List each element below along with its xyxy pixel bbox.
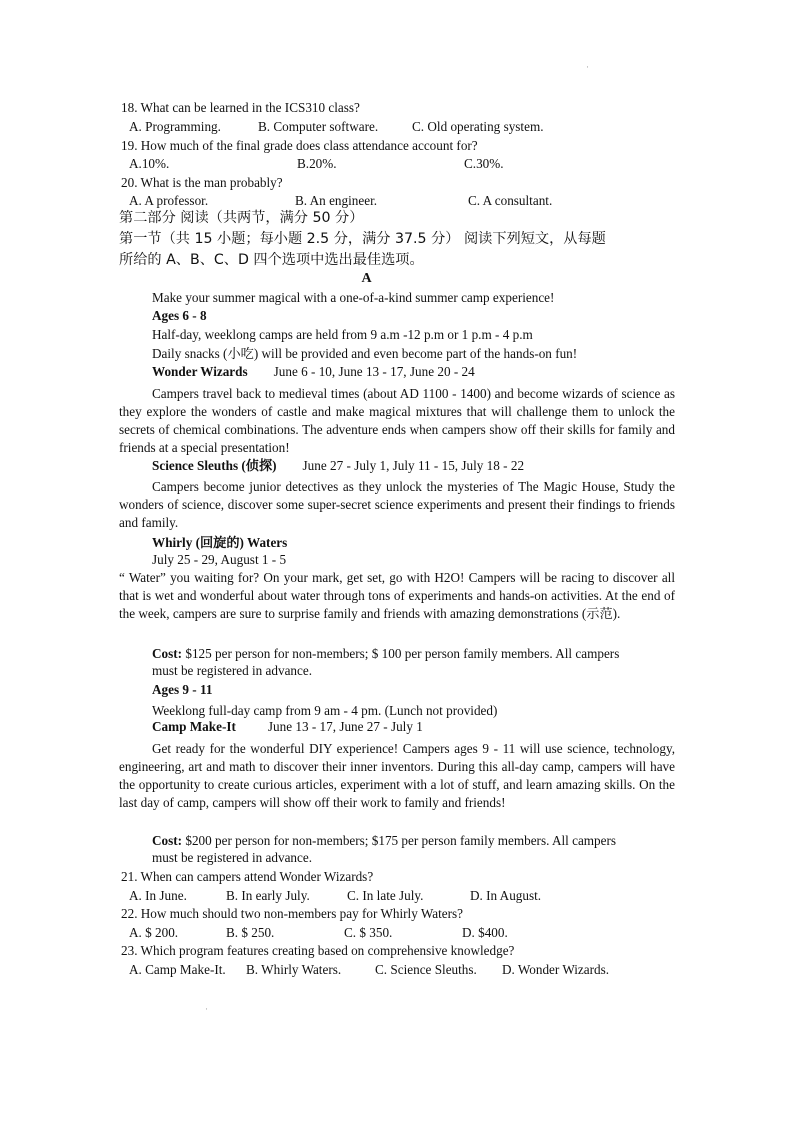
whirly-waters-title: Whirly (回旋的) Waters — [152, 535, 288, 550]
q22-option-c[interactable]: C. $ 350. — [344, 925, 393, 940]
camp-make-it-title: Camp Make-It — [152, 719, 236, 734]
cost-label: Cost: — [152, 646, 183, 661]
q18-option-b[interactable]: B. Computer software. — [258, 119, 379, 134]
q23-option-b[interactable]: B. Whirly Waters. — [246, 962, 342, 977]
ages-6-8-schedule: Half-day, weeklong camps are held from 9 a.m -12 p.m or 1 p.m - 4 p.m — [152, 327, 533, 342]
camp-make-it-header — [152, 718, 423, 736]
science-sleuths-header — [152, 457, 524, 475]
q21-option-a[interactable]: A. In June. — [129, 888, 187, 903]
section-one-instructions-1: 第一节（共 15 小题；每小题 2.5 分，满分 37.5 分） 阅读下列短文，从每题 — [119, 231, 606, 247]
question-23-stem: 23. Which program features creating based on comprehensive knowledge? — [121, 943, 515, 958]
q18-option-a[interactable]: A. Programming. — [129, 119, 221, 134]
scan-dot: · — [205, 1004, 208, 1014]
cost-text: $200 per person for non-members; $175 per person family members. All campers must be registered in advance. — [152, 833, 617, 865]
q21-option-c[interactable]: C. In late July. — [347, 888, 424, 903]
science-sleuths-dates: June 27 - July 1, July 11 - 15, July 18 - 22 — [302, 458, 525, 473]
q22-option-b[interactable]: B. $ 250. — [226, 925, 275, 940]
q19-option-c[interactable]: C.30%. — [464, 156, 504, 171]
camp-make-it-description: Get ready for the wonderful DIY experience! Campers ages 9 - 11 will use science, technology, engineering, art and math to discover their inner inventors. During this all-day camp, campers will have the opportunity to create curious articles, experiment with a lot of stuff, and learn amazing skills. On the last day of camp, campers will show off their work to family and friends! — [119, 741, 675, 810]
section-one-instructions-2: 所给的 A、B、C、D 四个选项中选出最佳选项。 — [119, 252, 424, 268]
ages-9-11-heading: Ages 9 - 11 — [152, 682, 213, 697]
science-sleuths-title: Science Sleuths (侦探) — [152, 458, 277, 473]
cost-ages-6-8 — [152, 645, 632, 679]
q20-option-b[interactable]: B. An engineer. — [295, 193, 378, 208]
cost-ages-9-11 — [152, 832, 632, 866]
part-two-heading: 第二部分 阅读（共两节，满分 50 分） — [119, 210, 364, 226]
whirly-waters-dates: July 25 - 29, August 1 - 5 — [152, 552, 287, 567]
question-22-stem: 22. How much should two non-members pay for Whirly Waters? — [121, 906, 463, 921]
q19-option-b[interactable]: B.20%. — [297, 156, 337, 171]
q23-option-c[interactable]: C. Science Sleuths. — [375, 962, 477, 977]
q18-option-c[interactable]: C. Old operating system. — [412, 119, 544, 134]
question-18-stem: 18. What can be learned in the ICS310 class? — [121, 100, 360, 115]
q20-option-a[interactable]: A. A professor. — [129, 193, 209, 208]
cost-label: Cost: — [152, 833, 183, 848]
whirly-waters-description: “ Water” you waiting for? On your mark, get set, go with H2O! Campers will be racing to discover all that is wet and wonderful about water through tons of experiments and hands-on activities. At the end of the week, campers are sure to surprise family and friends with amazing demonstrations (示范). — [119, 570, 675, 621]
passage-letter: A — [361, 271, 372, 286]
q21-option-d[interactable]: D. In August. — [470, 888, 542, 903]
ages-6-8-heading: Ages 6 - 8 — [152, 308, 207, 323]
q23-option-d[interactable]: D. Wonder Wizards. — [502, 962, 610, 977]
q19-option-a[interactable]: A.10%. — [129, 156, 170, 171]
camp-make-it-dates: June 13 - 17, June 27 - July 1 — [267, 719, 423, 734]
science-sleuths-description: Campers become junior detectives as they unlock the mysteries of The Magic House, Study the wonders of science, discover some super-secret science experiments and present their findings to friends and family. — [119, 479, 675, 530]
q23-option-a[interactable]: A. Camp Make-It. — [129, 962, 226, 977]
scan-dot: · — [586, 62, 589, 72]
q22-option-d[interactable]: D. $400. — [462, 925, 508, 940]
question-19-stem: 19. How much of the final grade does class attendance account for? — [121, 138, 478, 153]
cost-text: $125 per person for non-members; $ 100 per person family members. All campers must be registered in advance. — [152, 646, 620, 678]
q22-option-a[interactable]: A. $ 200. — [129, 925, 179, 940]
q21-option-b[interactable]: B. In early July. — [226, 888, 310, 903]
wonder-wizards-description: Campers travel back to medieval times (about AD 1100 - 1400) and become wizards of science as they explore the wonders of castle and make magical mixtures that will challenge them to unlock the secrets of chemical combinations. The adventure ends when campers show off their skills for family and friends at a special presentation! — [119, 386, 675, 455]
question-20-stem: 20. What is the man probably? — [121, 175, 283, 190]
ages-9-11-schedule: Weeklong full-day camp from 9 am - 4 pm. (Lunch not provided) — [152, 703, 498, 718]
ages-6-8-snacks: Daily snacks (小吃) will be provided and even become part of the hands-on fun! — [152, 346, 578, 361]
q20-option-c[interactable]: C. A consultant. — [468, 193, 553, 208]
passage-intro: Make your summer magical with a one-of-a-kind summer camp experience! — [152, 290, 555, 305]
wonder-wizards-header — [152, 363, 475, 381]
wonder-wizards-dates: June 6 - 10, June 13 - 17, June 20 - 24 — [273, 364, 475, 379]
wonder-wizards-title: Wonder Wizards — [152, 364, 248, 379]
question-21-stem: 21. When can campers attend Wonder Wizards? — [121, 869, 374, 884]
